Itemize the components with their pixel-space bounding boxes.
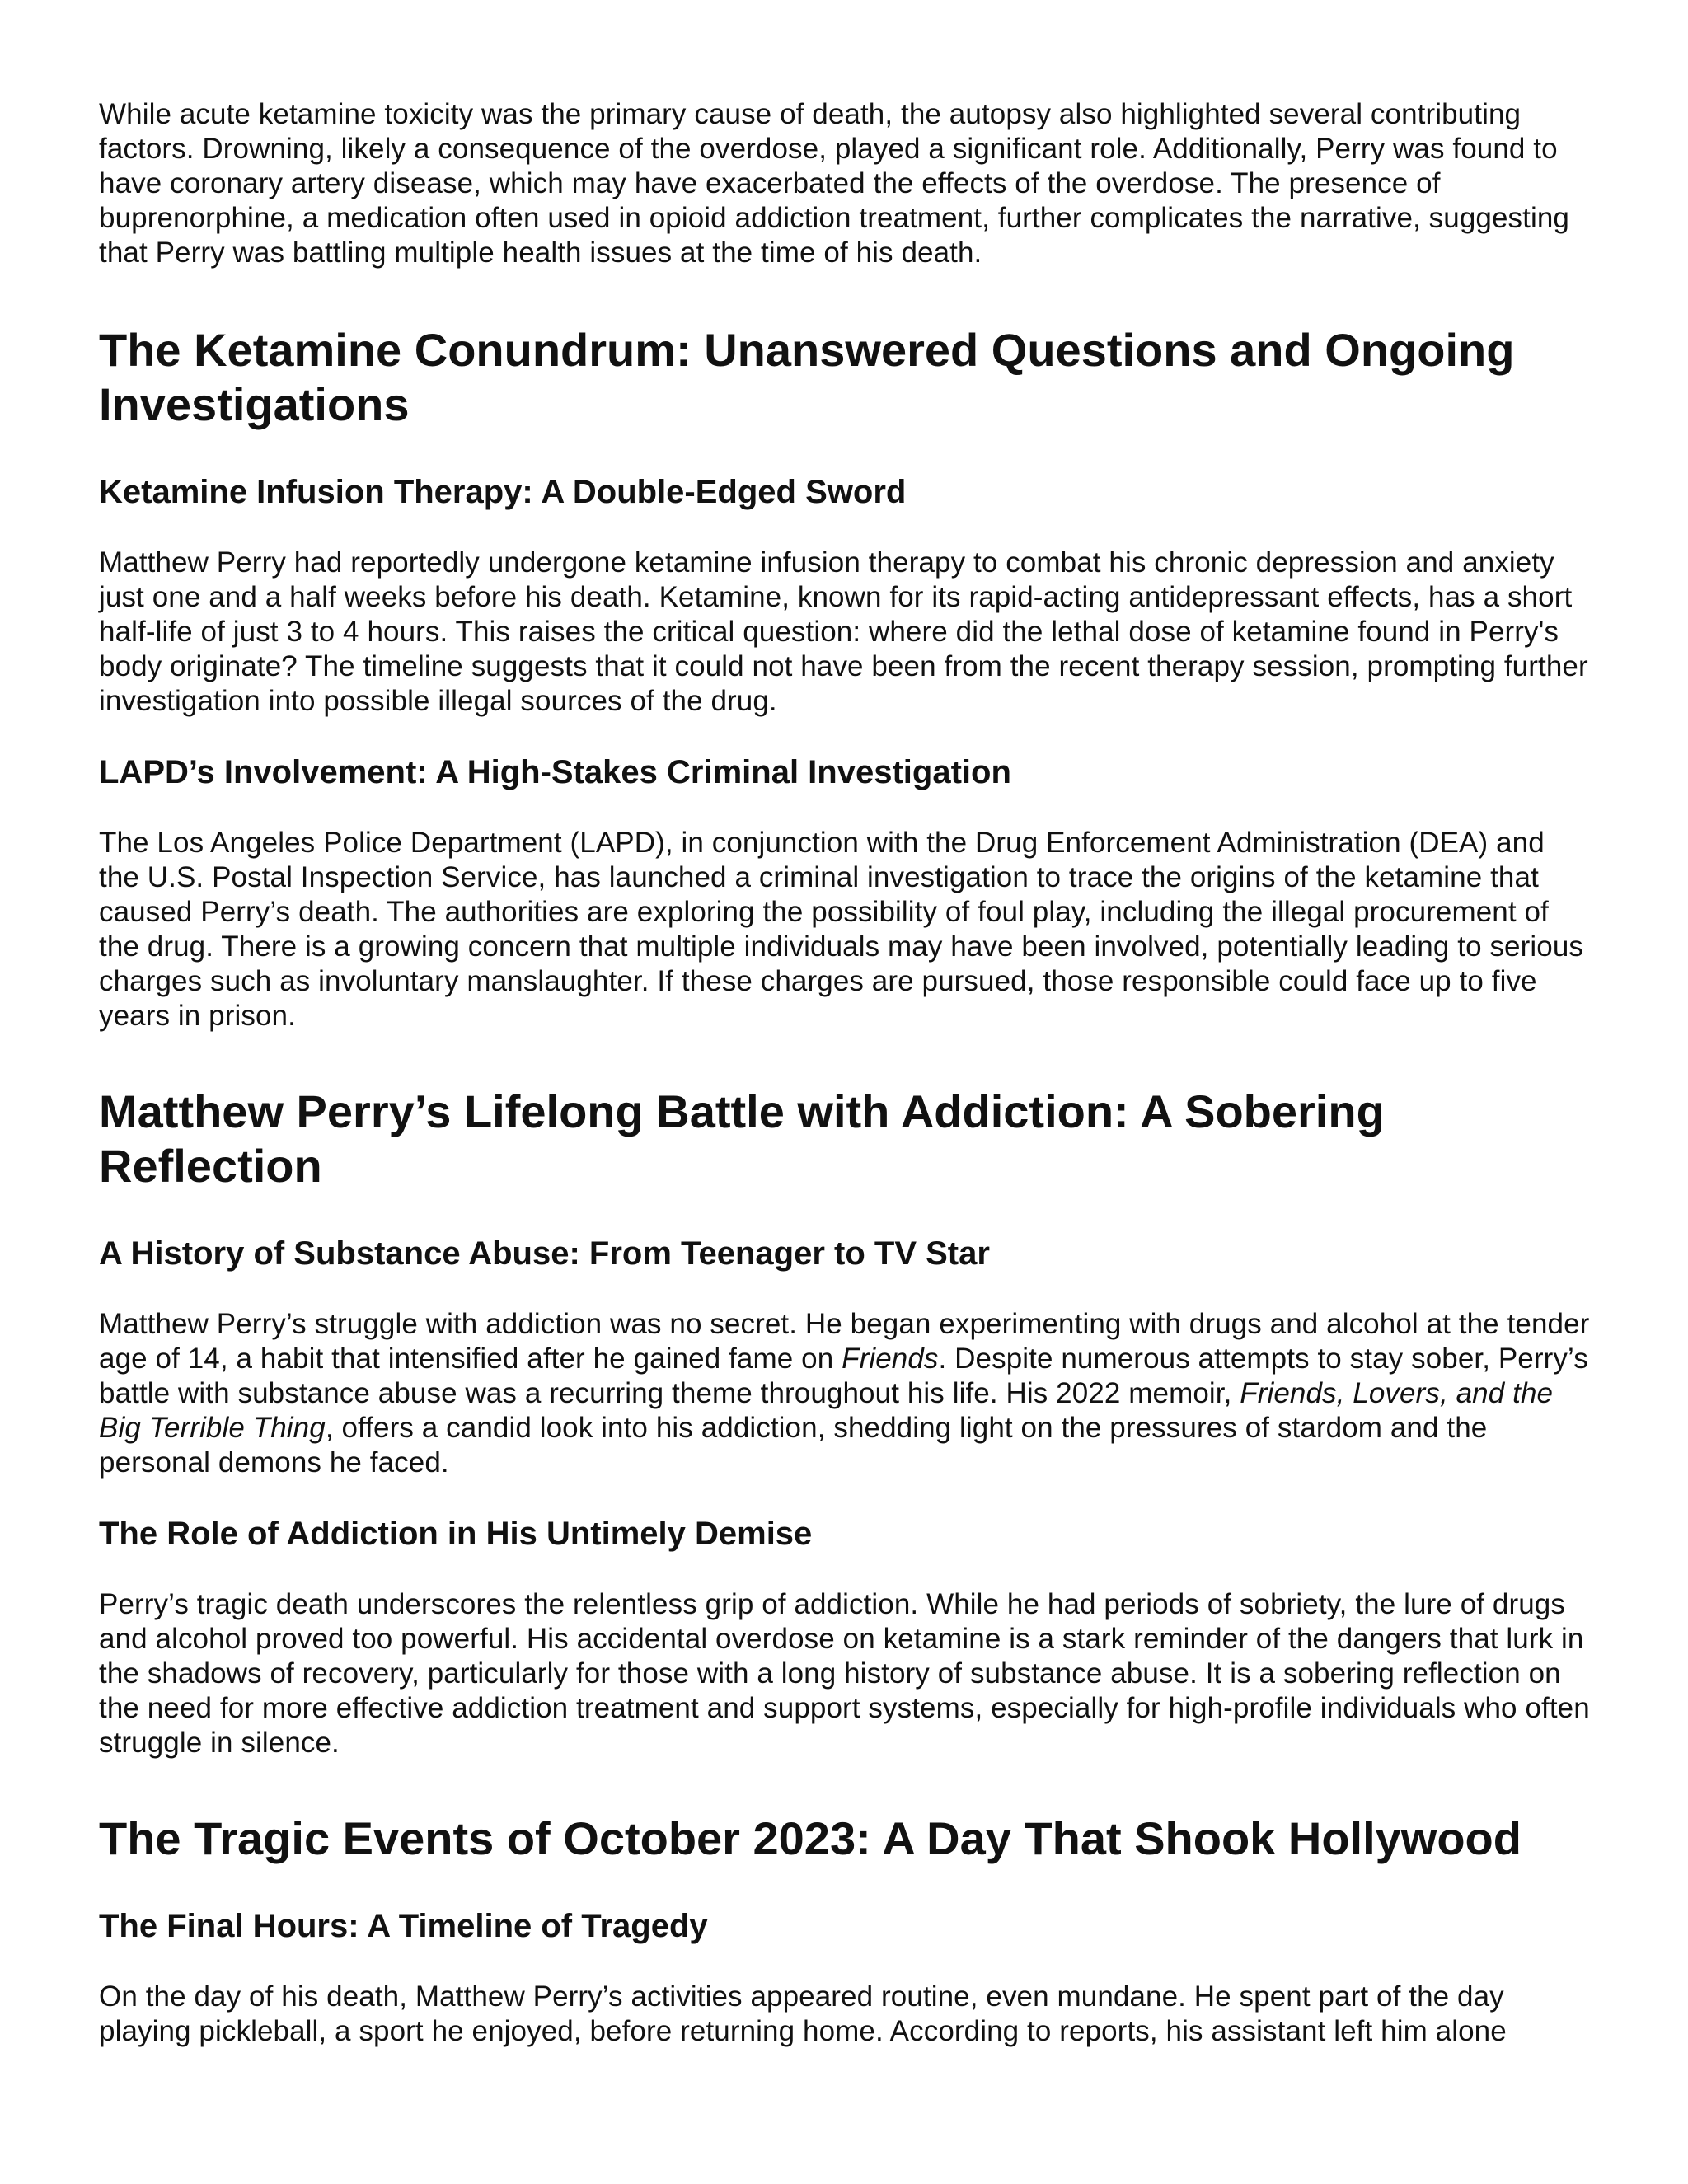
subheading-lapd-involvement: LAPD’s Involvement: A High-Stakes Criminal Investigation [99,754,1011,790]
paragraph-lapd-involvement: The Los Angeles Police Department (LAPD), in conjunction with the Drug Enforcement Administration (DEA) and the U.S. Postal Inspection Service, has launched a criminal investigation to trace the origins of the ketamine that caused Perry’s death. The authorities are exploring the possibility of foul play, including the illegal procurement of the drug. There is a growing concern that multiple individuals may have been involved, potentially leading to serious charges such as involuntary manslaughter. If these charges are pursued, those responsible could face up to five years in prison. [99,827,1583,1032]
subheading-role-of-addiction: The Role of Addiction in His Untimely Demise [99,1516,813,1552]
memoir-title: Friends, Lovers, and the Big Terrible Thing [99,1377,1554,1444]
section-title-ketamine-conundrum: The Ketamine Conundrum: Unanswered Questions and Ongoing Investigations [99,324,1515,430]
paragraph-role-of-addiction: Perry’s tragic death underscores the relentless grip of addiction. While he had periods of sobriety, the lure of drugs and alcohol proved too powerful. His accidental overdose on ketamine is a stark reminder of the dangers that lurk in the shadows of recovery, particularly for those with a long history of substance abuse. It is a sobering reflection on the need for more effective addiction treatment and support systems, especially for high-profile individuals who often struggle in silence. [99,1588,1590,1759]
subheading-ketamine-infusion-therapy: Ketamine Infusion Therapy: A Double-Edged Sword [99,474,907,510]
article-page [99,97,1591,2049]
paragraph-final-hours: On the day of his death, Matthew Perry’s activities appeared routine, even mundane. He spent part of the day playing pickleball, a sport he enjoyed, before returning home. According to reports, his assistant left him alone [99,1980,1507,2047]
paragraph-ketamine-infusion-therapy: Matthew Perry had reportedly undergone ketamine infusion therapy to combat his chronic depression and anxiety just one and a half weeks before his death. Ketamine, known for its rapid-acting antidepressant effects, has a short half-life of just 3 to 4 hours. This raises the critical question: where did the lethal dose of ketamine found in Perry's body originate? The timeline suggests that it could not have been from the recent therapy session, prompting further investigation into possible illegal sources of the drug. [99,546,1588,717]
paragraph-part: Matthew Perry’s struggle with addiction was no secret. He began experimenting with drugs and alcohol at the tender age of 14, a habit that intensified after he gained fame on [99,1308,1590,1375]
section-title-battle-with-addiction: Matthew Perry’s Lifelong Battle with Addiction: A Sobering Reflection [99,1085,1385,1192]
subheading-history-of-substance-abuse: A History of Substance Abuse: From Teenager to TV Star [99,1235,990,1272]
intro-paragraph: While acute ketamine toxicity was the primary cause of death, the autopsy also highlighted several contributing factors. Drowning, likely a consequence of the overdose, played a significant role. Additionally, Perry was found to have coronary artery disease, which may have exacerbated the effects of the overdose. The presence of buprenorphine, a medication often used in opioid addiction treatment, further complicates the narrative, suggesting that Perry was battling multiple health issues at the time of his death. [99,98,1569,269]
subheading-final-hours: The Final Hours: A Timeline of Tragedy [99,1908,708,1944]
paragraph-part: . Despite numerous attempts to stay sober, Perry’s battle with substance abuse was a recurring theme throughout his life. His 2022 memoir, [99,1343,1588,1409]
paragraph-history-of-substance-abuse [99,1307,1591,1480]
show-title-friends: Friends [842,1343,939,1375]
section-title-tragic-events: The Tragic Events of October 2023: A Day That Shook Hollywood [99,1812,1522,1864]
paragraph-part: , offers a candid look into his addiction, shedding light on the pressures of stardom and the personal demons he faced. [99,1412,1488,1479]
